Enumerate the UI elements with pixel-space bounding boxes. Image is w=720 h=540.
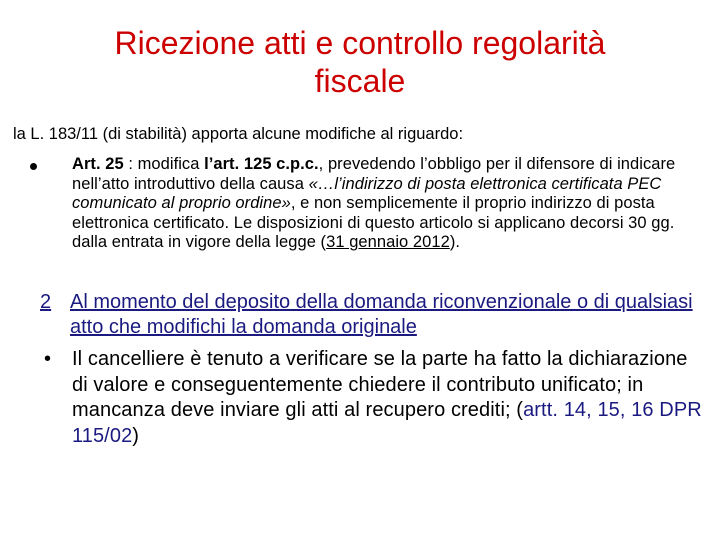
art125-label: l’art. 125 c.p.c. xyxy=(204,155,319,173)
title-line-1: Ricezione atti e controllo regolarità xyxy=(114,25,606,61)
art25-label: Art. 25 xyxy=(72,155,124,173)
item3-end: ) xyxy=(132,424,140,447)
item3-text: Il cancelliere è tenuto a verificare se la parte ha fatto la dichiarazione di valore e conseguentemente chiedere il contributo unificato; in mancanza deve inviare gli atti al recupero crediti; ( xyxy=(72,348,688,421)
pec-quote: «…l’indirizzo di posta elettronica certificata PEC comunicato al proprio ordine» xyxy=(72,174,662,213)
item1-text-2: , e non semplicemente il proprio indirizzo di posta elettronica certificato. Le disposizioni di questo articolo si applicano decorsi 30 gg. dalla entrata in vigore della legge ( xyxy=(72,194,675,252)
item-clerk xyxy=(72,347,702,449)
item2-number: 2 xyxy=(40,291,52,313)
dpr-reference: artt. 14, 15, 16 DPR 115/02 xyxy=(72,399,702,447)
bullet-icon: • xyxy=(44,348,52,370)
item-counterclaim: Al momento del deposito della domanda riconvenzionale o di qualsiasi atto che modifichi la domanda originale xyxy=(70,291,693,338)
art25-colon: : modifica xyxy=(123,155,205,173)
bullet-dot-icon xyxy=(30,163,37,170)
effective-date: 31 gennaio 2012 xyxy=(326,233,450,252)
item1-text-1: , prevedendo l’obbligo per il difensore di indicare nell’atto introduttivo della causa xyxy=(72,155,676,193)
title-line-2: fiscale xyxy=(314,63,406,99)
item1-end: ). xyxy=(449,233,460,252)
item-art25 xyxy=(72,155,712,253)
slide-title xyxy=(0,24,720,100)
intro-text: la L. 183/11 (di stabilità) apporta alcune modifiche al riguardo: xyxy=(13,125,464,143)
